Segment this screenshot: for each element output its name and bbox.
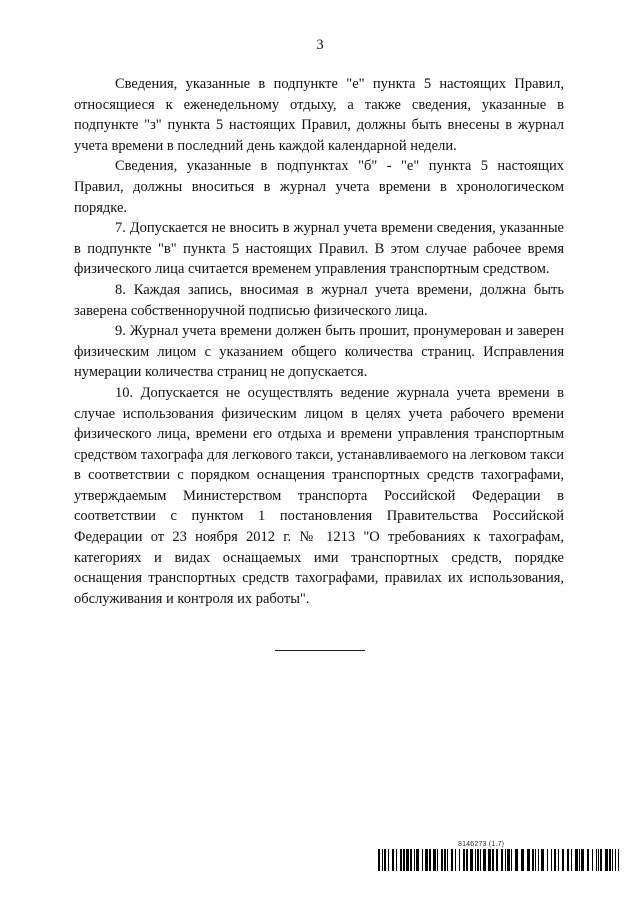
paragraph-item-7: 7. Допускается не вносить в журнал учета времени сведения, указанные в подпункте "в" пункта 5 настоящих Правил. В этом случае рабочее время физического лица считается временем управления транспортным средством. — [74, 220, 564, 278]
paragraph-item-8: 8. Каждая запись, вносимая в журнал учета времени, должна быть заверена собственноручной подписью физического лица. — [74, 281, 564, 319]
paragraph-item-10: 10. Допускается не осуществлять ведение журнала учета времени в случае использования физическим лицом в целях учета рабочего времени физического лица, времени его отдыха и времени управления транспортным средством тахографа для легкового такси, устанавливаемого на легковом такси в соответствии с порядком оснащения транспортных средств тахографами, утверждаемым Министерством транспорта Российской Федерации в соответствии с пунктом 1 постановления Правительства Российской Федерации от 23 ноября 2012 г. № 1213 "О требованиях к тахографам, категориях и видах оснащаемых ими транспортных средств, порядке оснащения транспортных средств тахографами, правилах их использования, обслуживания и контроля их работы". — [74, 384, 564, 607]
end-separator-line — [275, 650, 365, 651]
document-code: 8146273 (1.7) — [458, 841, 505, 848]
document-body — [74, 74, 564, 609]
barcode-image — [378, 849, 620, 871]
paragraph-item-9: 9. Журнал учета времени должен быть прошит, пронумерован и заверен физическим лицом с указанием общего количества страниц. Исправления нумерации количества страниц не допускается. — [74, 323, 564, 381]
paragraph-weekly-rest-info: Сведения, указанные в подпункте "е" пункта 5 настоящих Правил, относящиеся к еженедельному отдыху, а также сведения, указанные в подпункте "з" пункта 5 настоящих Правил, должны быть внесены в журнал учета времени в последний день каждой календарной недели. — [74, 76, 564, 154]
page-number: 3 — [316, 37, 324, 53]
paragraph-chronological-order: Сведения, указанные в подпунктах "б" - "е" пункта 5 настоящих Правил, должны вноситься в журнал учета времени в хронологическом порядке. — [74, 158, 564, 216]
